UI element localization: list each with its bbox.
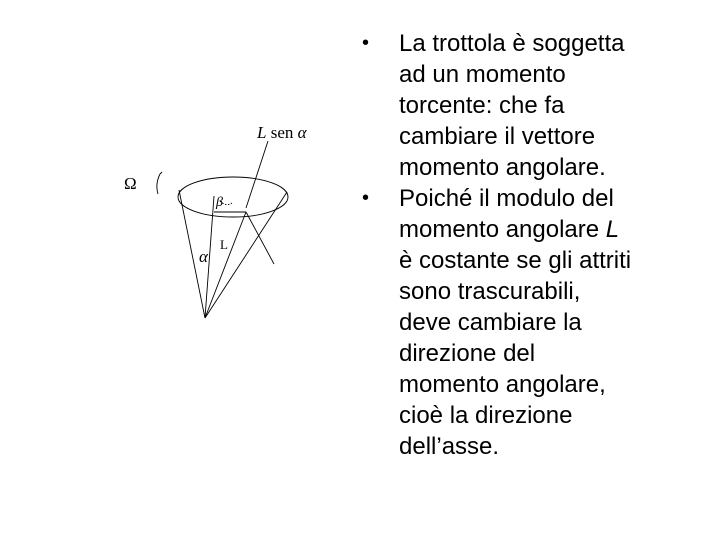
bullet-text-line: dell’asse. (399, 433, 500, 460)
bullet-text-line: momento angolare, (399, 371, 606, 398)
bullet-list (362, 28, 692, 462)
bullet-item-modulus (362, 183, 692, 462)
l-sen-alpha-label: L sen α (257, 123, 307, 142)
bullet-text-line: sono trascurabili, (399, 278, 581, 305)
bullet-text-line-with-emphasis (399, 214, 692, 245)
beta-label: β (216, 195, 223, 210)
bullet-text-line: La trottola è soggetta (399, 30, 625, 57)
bullet-text-line: è costante se gli attriti (399, 247, 632, 274)
bullet-text-line: momento angolare. (399, 154, 606, 181)
bullet-text-line: direzione del (399, 340, 536, 367)
rotation-arrow-icon (157, 174, 160, 194)
precession-ellipse (178, 177, 288, 217)
bullet-symbol: • (362, 187, 370, 209)
emphasis-l: L (605, 216, 620, 243)
cone-right-side (205, 192, 287, 318)
alpha-label: α (199, 247, 208, 266)
bullet-symbol: • (362, 32, 370, 54)
bullet-text-line: torcente: che fa (399, 92, 565, 119)
spinning-top-diagram (0, 0, 350, 330)
omega-label: Ω (124, 174, 137, 193)
l-vector-extension (246, 212, 274, 264)
rotation-arrow-head (160, 172, 162, 174)
l-sen-alpha-pointer (246, 141, 268, 208)
l-label: L (220, 237, 228, 252)
bullet-text-line: cioè la direzione (399, 402, 573, 429)
bullet-text-line: cambiare il vettore (399, 123, 596, 150)
bullet-text-line: ad un momento (399, 61, 566, 88)
bullet-text-line: Poiché il modulo del (399, 185, 614, 212)
bullet-text-line: deve cambiare la (399, 309, 582, 336)
bullet-item-torque (362, 28, 692, 183)
bullet-text-fragment: momento angolare (399, 216, 606, 243)
